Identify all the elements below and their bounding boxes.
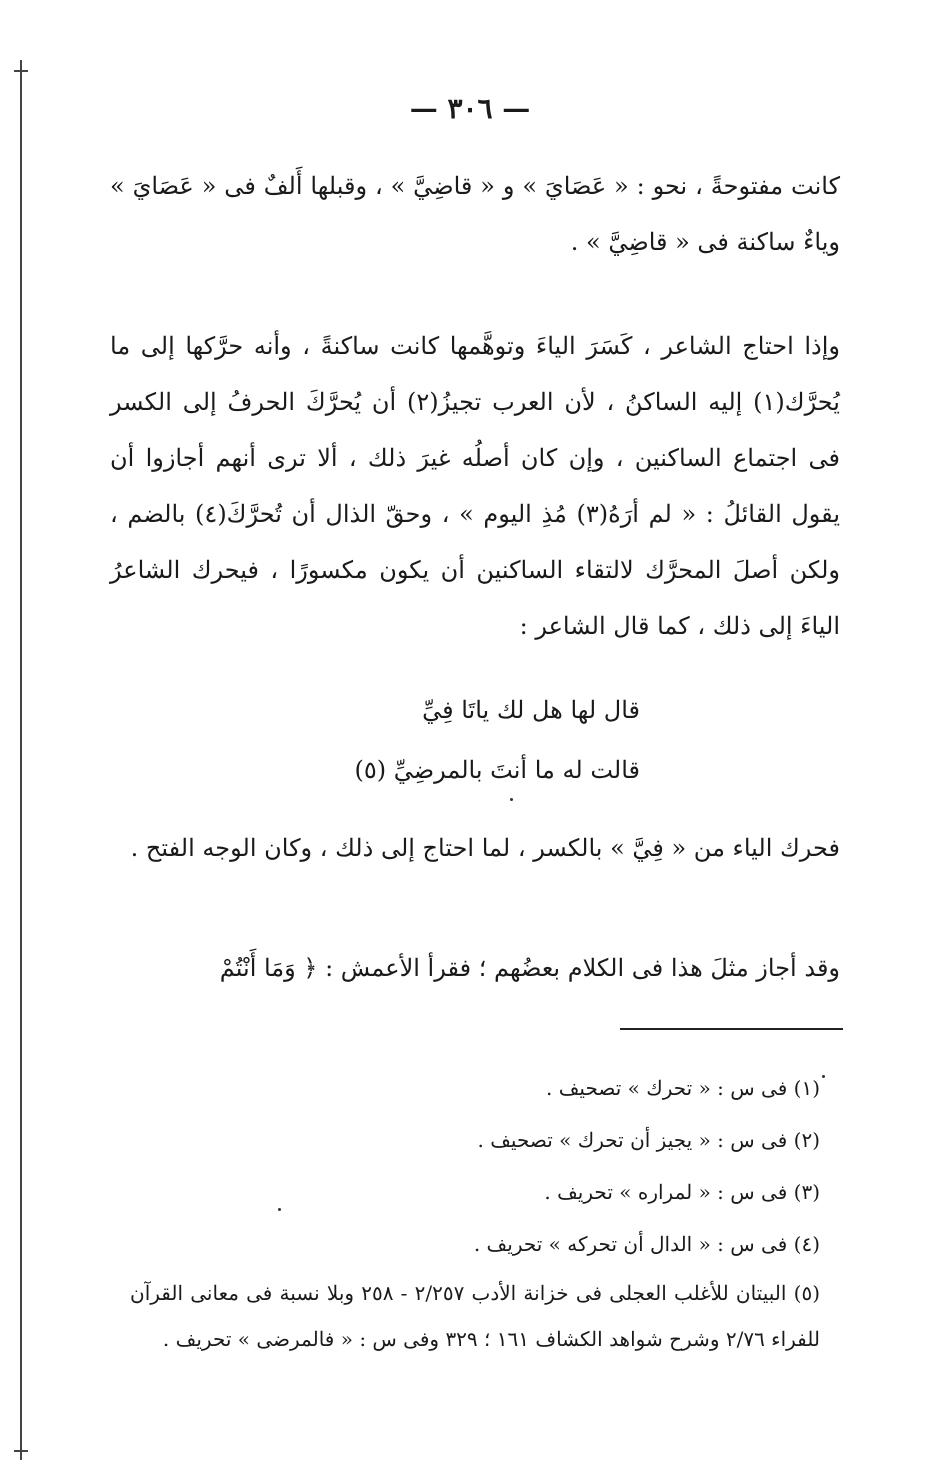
footnote: (١) فى س : « تحرك » تصحيف . [546, 1076, 820, 1100]
scan-speck [510, 798, 513, 801]
page-edge-tick [14, 70, 28, 72]
paragraph-text: وقد أجاز مثلَ هذا فى الكلام بعضُهم ؛ فقرأ الأعمش : ﴿ وَمَا أَنْتُمْ [219, 954, 840, 982]
verse-line: قال لها هل لك ياتَا فِيِّ [422, 696, 640, 724]
page-edge-line [20, 60, 22, 1460]
paragraph-3 [110, 820, 840, 876]
page-number: — ٣٠٦ — [409, 92, 531, 125]
paragraph-text: كانت مفتوحةً ، نحو : « عَصَايَ » و « قاضِيَّ » ، وقبلها أَلفٌ فى « عَصَايَ » وياءٌ ساكنة فى « قاضِيَّ » . [110, 172, 840, 256]
paragraph-2 [110, 318, 840, 654]
paragraph-1 [110, 158, 840, 270]
scan-speck [822, 1075, 825, 1078]
scan-speck [278, 1208, 281, 1211]
footnote: (٣) فى س : « لمراره » تحريف . [544, 1180, 820, 1204]
verse-line: قالت له ما أنتَ بالمرضِيِّ (٥) [354, 756, 640, 784]
footnote: (٥) البيتان للأغلب العجلى فى خزانة الأدب ٢/٢٥٧ - ٢٥٨ وبلا نسبة فى معانى القرآن للفراء ٢/٧٦ وشرح شواهد الكشاف ١٦١ ؛ ٣٢٩ وفى س : « فالمرضى » تحريف . [130, 1281, 820, 1351]
footnotes [130, 1062, 840, 1362]
footnote: (٢) فى س : « يجيز أن تحرك » تصحيف . [477, 1128, 820, 1152]
paragraph-text: وإذا احتاج الشاعر ، كَسَرَ الياءَ وتوهَّمها كانت ساكنةً ، وأنه حرَّكها إلى ما يُحرَّك(١) إليه الساكنُ ، لأن العرب تجيزُ(٢) أن يُحرَّكَ الحرفُ إلى الكسر فى اجتماع الساكنين ، وإن كان أصلُه غيرَ ذلك ، ألا ترى أنهم أجازوا أن يقول القائلُ : « لم أرَهُ(٣) مُذِ اليوم » ، وحقّ الذال أن تُحرَّكَ(٤) بالضم ، ولكن أصلَ المحرَّك لالتقاء الساكنين أن يكون مكسورًا ، فيحرك الشاعرُ الياءَ إلى ذلك ، كما قال الشاعر : [110, 332, 840, 640]
paragraph-4 [110, 940, 840, 996]
paragraph-text: فحرك الياء من « فِيَّ » بالكسر ، لما احتاج إلى ذلك ، وكان الوجه الفتح . [130, 834, 840, 862]
footnote-divider [620, 1028, 843, 1030]
footnote: (٤) فى س : « الدال أن تحركه » تحريف . [473, 1232, 820, 1256]
poetry-verses [300, 680, 640, 800]
page-edge-tick [14, 1450, 28, 1452]
